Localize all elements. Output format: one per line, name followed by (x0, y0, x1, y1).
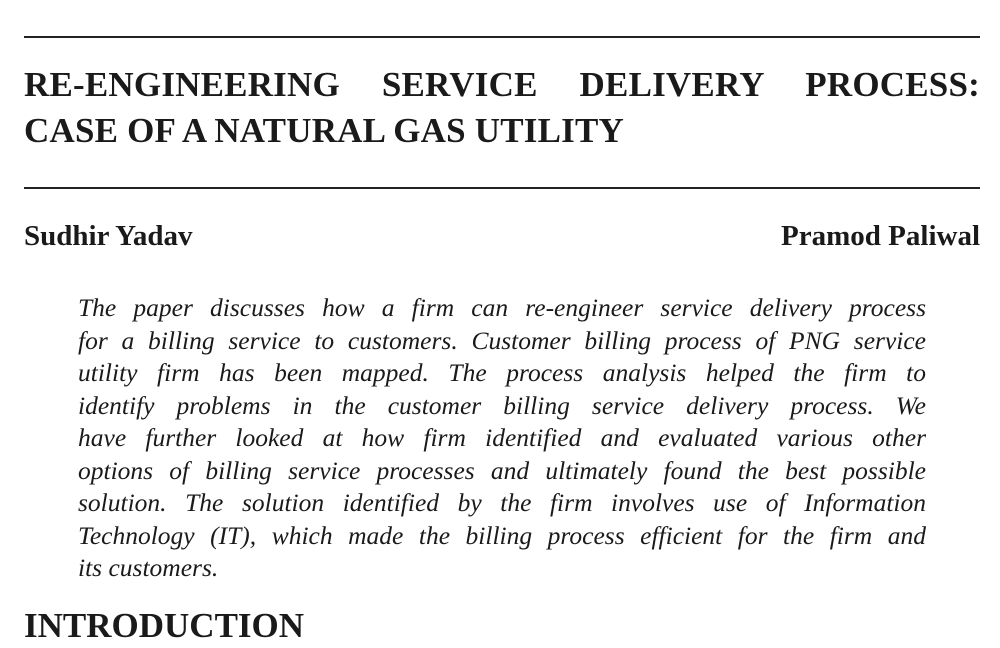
abstract-line: solution. The solution identified by the firm involves use of Information (78, 488, 926, 517)
top-horizontal-rule (24, 36, 980, 38)
abstract-line: identify problems in the customer billing service delivery process. We (78, 390, 926, 420)
bottom-horizontal-rule (24, 187, 980, 189)
abstract (78, 292, 926, 585)
abstract-line: options of billing service processes and ultimately found the best possible (78, 455, 926, 485)
title-line: RE-ENGINEERING SERVICE DELIVERY PROCESS: (24, 65, 980, 104)
author-name: Pramod Paliwal (781, 220, 980, 252)
abstract-line: utility firm has been mapped. The process analysis helped the firm to (78, 358, 926, 387)
abstract-line: The paper discusses how a firm can re-engineer service delivery process (78, 293, 926, 322)
abstract-line: for a billing service to customers. Customer billing process of PNG service (78, 325, 926, 355)
abstract-line: Technology (IT), which made the billing process efficient for the firm and (78, 520, 926, 550)
section-heading: INTRODUCTION (24, 606, 305, 645)
author-name: Sudhir Yadav (24, 220, 193, 252)
paper-title (24, 62, 980, 154)
abstract-line: have further looked at how firm identified and evaluated various other (78, 423, 926, 452)
author-list (24, 216, 980, 256)
title-line: CASE OF A NATURAL GAS UTILITY (24, 111, 624, 150)
abstract-line: its customers. (78, 553, 219, 582)
